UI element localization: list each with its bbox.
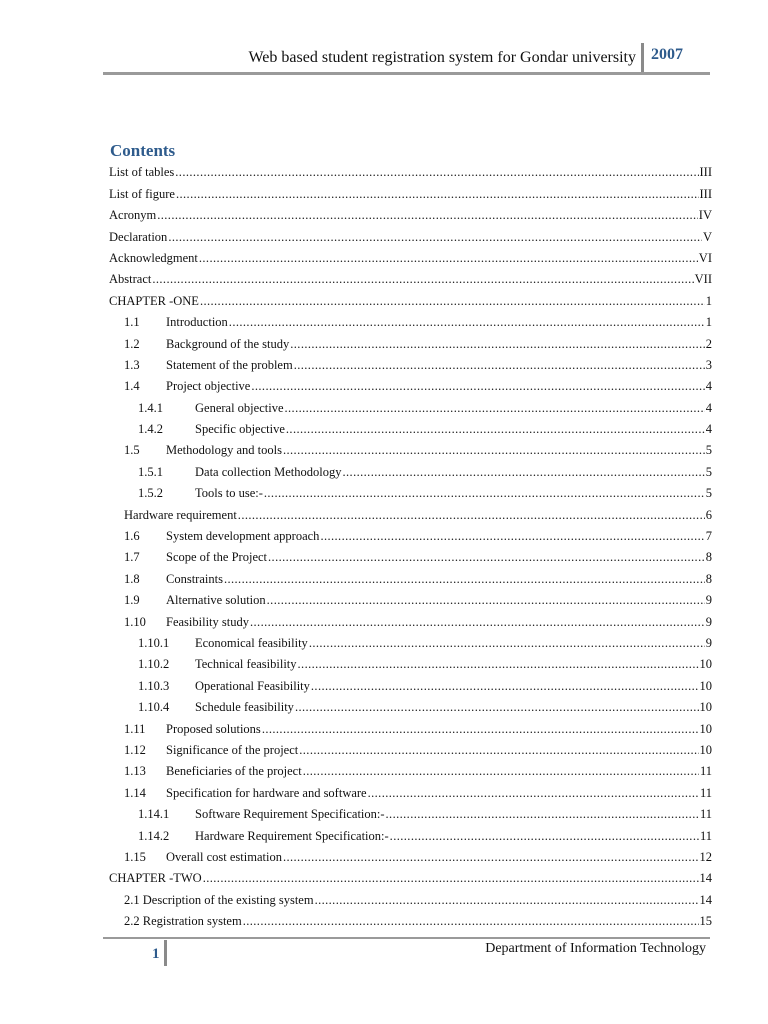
toc-entry[interactable] <box>109 630 712 651</box>
toc-entry-number: 1.3 <box>124 357 140 372</box>
toc-entry-page: 14 <box>699 871 712 886</box>
toc-entry-page: 15 <box>699 914 712 929</box>
toc-entry-number: 1.2 <box>124 336 140 351</box>
toc-dot-leader <box>199 251 698 266</box>
toc-entry-page: 3 <box>705 357 712 372</box>
toc-entry-page: 11 <box>699 785 712 800</box>
toc-entry[interactable] <box>109 223 712 244</box>
toc-entry-page: 1 <box>705 315 712 330</box>
toc-entry-label: Technical feasibility <box>195 657 297 672</box>
toc-entry-page: III <box>699 165 712 180</box>
toc-entry-number: 1.4.1 <box>138 400 163 415</box>
toc-entry-page: VI <box>698 250 712 265</box>
toc-entry[interactable] <box>109 330 712 351</box>
header-rule <box>103 72 710 75</box>
toc-entry[interactable] <box>109 480 712 501</box>
toc-dot-leader <box>298 657 699 672</box>
toc-dot-leader <box>286 422 705 437</box>
toc-entry[interactable] <box>109 394 712 415</box>
toc-entry-page: 1 <box>705 293 712 308</box>
toc-dot-leader <box>176 187 699 202</box>
toc-entry-label: Schedule feasibility <box>195 700 294 715</box>
toc-entry-label: Methodology and tools <box>166 443 282 458</box>
toc-entry-number: 1.4.2 <box>138 422 163 437</box>
toc-entry[interactable] <box>109 159 712 180</box>
toc-entry-label: Introduction <box>166 315 228 330</box>
toc-dot-leader <box>229 315 705 330</box>
toc-entry-label: Proposed solutions <box>166 721 261 736</box>
toc-entry-page: III <box>699 186 712 201</box>
toc-entry[interactable] <box>109 373 712 394</box>
toc-entry-label: Hardware Requirement Specification:- <box>195 828 389 843</box>
toc-entry-page: 11 <box>699 828 712 843</box>
toc-entry-label: Beneficiaries of the project <box>166 764 302 779</box>
toc-entry-label: 2.2 Registration system <box>124 914 242 929</box>
toc-entry-label: System development approach <box>166 529 320 544</box>
toc-dot-leader <box>290 337 705 352</box>
toc-dot-leader <box>311 679 699 694</box>
toc-entry-page: 4 <box>705 422 712 437</box>
toc-entry-page: V <box>702 229 712 244</box>
toc-entry[interactable] <box>109 608 712 629</box>
toc-entry-page: 10 <box>699 657 712 672</box>
toc-dot-leader <box>294 358 705 373</box>
toc-entry[interactable] <box>109 180 712 201</box>
toc-entry[interactable] <box>109 544 712 565</box>
toc-entry-page: 6 <box>705 507 712 522</box>
toc-entry-page: 5 <box>705 486 712 501</box>
toc-dot-leader <box>152 272 693 287</box>
document-title: Web based student registration system for Gondar university <box>248 49 636 66</box>
toc-dot-leader <box>309 636 705 651</box>
toc-dot-leader <box>283 850 699 865</box>
toc-entry-page: 4 <box>705 379 712 394</box>
toc-entry-page: 11 <box>699 764 712 779</box>
toc-dot-leader <box>285 401 705 416</box>
footer-divider <box>164 940 167 966</box>
toc-entry[interactable] <box>109 587 712 608</box>
toc-entry-label: Background of the study <box>166 336 290 351</box>
toc-entry-label: Acronym <box>109 208 157 223</box>
toc-dot-leader <box>368 786 699 801</box>
toc-dot-leader <box>315 893 699 908</box>
toc-entry-page: 11 <box>699 807 712 822</box>
toc-entry-label: List of tables <box>109 165 175 180</box>
footer-department: Department of Information Technology <box>485 941 706 956</box>
toc-entry-label: Feasibility study <box>166 614 249 629</box>
toc-entry-number: 1.5.2 <box>138 486 163 501</box>
toc-entry-number: 1.14.1 <box>138 807 170 822</box>
toc-dot-leader <box>175 165 698 180</box>
toc-entry-number: 1.13 <box>124 764 146 779</box>
toc-dot-leader <box>320 529 704 544</box>
header-divider <box>641 43 644 73</box>
toc-dot-leader <box>295 700 699 715</box>
toc-entry-number: 1.10 <box>124 614 146 629</box>
toc-entry-number: 1.5.1 <box>138 464 163 479</box>
toc-entry-page: 14 <box>699 892 712 907</box>
toc-entry[interactable] <box>109 651 712 672</box>
toc-entry-page: 12 <box>699 849 712 864</box>
toc-entry-label: General objective <box>195 400 284 415</box>
toc-dot-leader <box>224 572 705 587</box>
toc-dot-leader <box>238 508 705 523</box>
toc-dot-leader <box>251 379 704 394</box>
footer-page-number: 1 <box>152 946 160 962</box>
toc-entry-page: 9 <box>705 635 712 650</box>
toc-dot-leader <box>386 807 699 822</box>
toc-entry-label: CHAPTER -ONE <box>109 293 199 308</box>
toc-entry-number: 1.4 <box>124 379 140 394</box>
toc-entry-page: 10 <box>699 721 712 736</box>
toc-entry-label: Data collection Methodology <box>195 464 342 479</box>
toc-entry-label: Abstract <box>109 272 152 287</box>
toc-dot-leader <box>303 764 699 779</box>
toc-entry-number: 1.14.2 <box>138 828 170 843</box>
toc-entry-number: 1.12 <box>124 742 146 757</box>
toc-entry-label: Acknowledgment <box>109 250 198 265</box>
toc-entry[interactable] <box>109 865 712 886</box>
toc-entry-label: Statement of the problem <box>166 357 293 372</box>
toc-entry-page: 9 <box>705 614 712 629</box>
header-year: 2007 <box>651 46 683 63</box>
toc-dot-leader <box>264 486 705 501</box>
toc-entry-page: 10 <box>699 678 712 693</box>
toc-entry[interactable] <box>109 437 712 458</box>
toc-entry-number: 1.15 <box>124 849 146 864</box>
toc-entry-label: Specific objective <box>195 422 285 437</box>
toc-entry-label: 2.1 Description of the existing system <box>124 892 314 907</box>
toc-entry-label: List of figure <box>109 186 175 201</box>
toc-entry[interactable] <box>109 737 712 758</box>
toc-entry-label: Specification for hardware and software <box>166 785 367 800</box>
toc-entry[interactable] <box>109 779 712 800</box>
toc-dot-leader <box>168 230 702 245</box>
footer-rule <box>103 937 710 939</box>
toc-entry-page: 5 <box>705 464 712 479</box>
toc-dot-leader <box>200 294 705 309</box>
toc-entry-number: 1.9 <box>124 593 140 608</box>
toc-entry-page: 8 <box>705 550 712 565</box>
toc-entry[interactable] <box>109 202 712 223</box>
toc-dot-leader <box>299 743 698 758</box>
toc-entry-page: 7 <box>705 529 712 544</box>
toc-entry[interactable] <box>109 309 712 330</box>
toc-entry-number: 1.10.4 <box>138 700 170 715</box>
toc-entry[interactable] <box>109 458 712 479</box>
toc-entry-label: Alternative solution <box>166 593 266 608</box>
toc-entry[interactable] <box>109 886 712 907</box>
toc-entry-number: 1.10.3 <box>138 678 170 693</box>
toc-entry-label: Hardware requirement <box>124 507 237 522</box>
toc-entry-number: 1.1 <box>124 315 140 330</box>
toc-entry-number: 1.11 <box>124 721 146 736</box>
toc-entry[interactable] <box>109 501 712 522</box>
toc-entry-page: 8 <box>705 571 712 586</box>
toc-entry[interactable] <box>109 801 712 822</box>
toc-entry-label: Significance of the project <box>166 742 299 757</box>
toc-entry-page: IV <box>698 208 712 223</box>
toc-entry-label: Tools to use:- <box>195 486 263 501</box>
toc-entry-page: 2 <box>705 336 712 351</box>
toc-dot-leader <box>390 829 699 844</box>
toc-dot-leader <box>262 722 699 737</box>
toc-entry[interactable] <box>109 352 712 373</box>
toc-entry[interactable] <box>109 266 712 287</box>
toc-entry[interactable] <box>109 694 712 715</box>
toc-entry[interactable] <box>109 822 712 843</box>
toc-entry-page: 10 <box>699 742 712 757</box>
toc-dot-leader <box>157 208 698 223</box>
toc-entry-label: Constraints <box>166 571 223 586</box>
toc-entry-label: Project objective <box>166 379 251 394</box>
toc-dot-leader <box>250 615 705 630</box>
toc-entry[interactable] <box>109 844 712 865</box>
toc-entry-label: Software Requirement Specification:- <box>195 807 385 822</box>
toc-entry[interactable] <box>109 672 712 693</box>
toc-entry-label: Scope of the Project <box>166 550 268 565</box>
toc-entry[interactable] <box>109 908 712 929</box>
toc-entry-number: 1.8 <box>124 571 140 586</box>
toc-dot-leader <box>283 443 705 458</box>
toc-entry-number: 1.7 <box>124 550 140 565</box>
toc-entry[interactable] <box>109 758 712 779</box>
toc-dot-leader <box>243 914 699 929</box>
toc-entry[interactable] <box>109 715 712 736</box>
toc-entry-page: 5 <box>705 443 712 458</box>
toc-entry[interactable] <box>109 523 712 544</box>
toc-entry-label: Economical feasibility <box>195 635 308 650</box>
table-of-contents <box>109 159 712 929</box>
toc-dot-leader <box>268 550 705 565</box>
toc-entry[interactable] <box>109 416 712 437</box>
toc-entry-page: VII <box>694 272 712 287</box>
toc-entry-label: CHAPTER -TWO <box>109 871 202 886</box>
toc-entry[interactable] <box>109 565 712 586</box>
toc-entry-number: 1.14 <box>124 785 146 800</box>
toc-entry-number: 1.6 <box>124 529 140 544</box>
toc-entry-number: 1.10.2 <box>138 657 170 672</box>
toc-dot-leader <box>343 465 705 480</box>
toc-dot-leader <box>267 593 705 608</box>
toc-entry-label: Operational Feasibility <box>195 678 310 693</box>
toc-entry-label: Declaration <box>109 229 168 244</box>
toc-entry-page: 10 <box>699 700 712 715</box>
toc-entry-label: Overall cost estimation <box>166 849 282 864</box>
toc-entry-number: 1.10.1 <box>138 635 170 650</box>
toc-entry-number: 1.5 <box>124 443 140 458</box>
toc-entry[interactable] <box>109 287 712 308</box>
toc-dot-leader <box>203 871 699 886</box>
toc-entry-page: 4 <box>705 400 712 415</box>
contents-heading: Contents <box>110 141 176 160</box>
toc-entry-page: 9 <box>705 593 712 608</box>
toc-entry[interactable] <box>109 245 712 266</box>
